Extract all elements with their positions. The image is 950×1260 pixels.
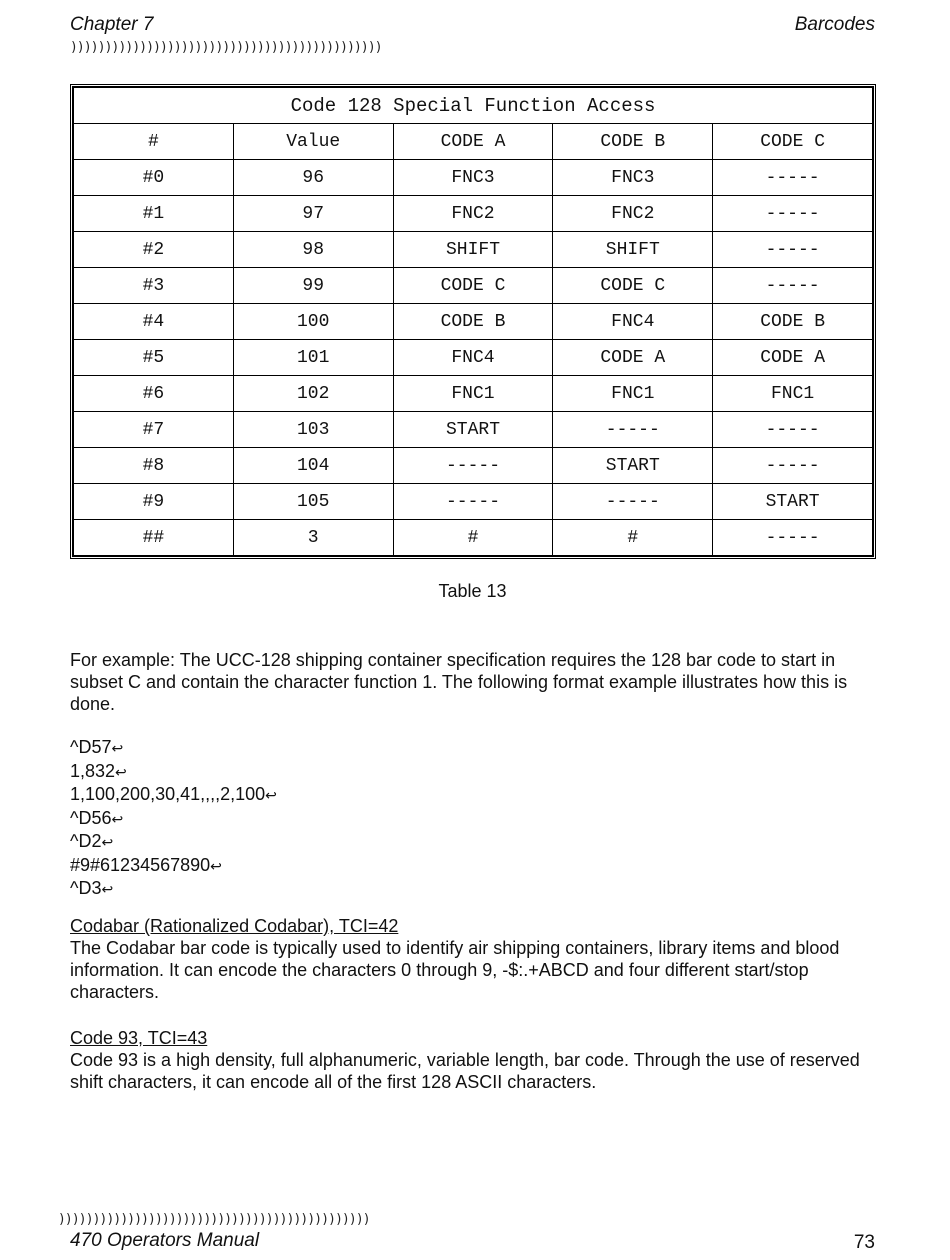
- table-cell: #: [393, 520, 553, 556]
- column-header: #: [74, 124, 234, 160]
- table-cell: CODE B: [393, 304, 553, 340]
- table-cell: FNC1: [713, 376, 873, 412]
- section-body: The Codabar bar code is typically used to identify air shipping containers, library items and blood information. It can encode the characters 0 through 9, -$:.+ABCD and four different start/stop characters.: [70, 938, 840, 1002]
- code-line-text: #9#61234567890: [70, 854, 211, 875]
- code-line: [70, 877, 277, 901]
- table-cell: ##: [74, 520, 234, 556]
- table-row: [74, 232, 873, 268]
- code93-section: [70, 1027, 880, 1093]
- page-number: 73: [853, 1232, 875, 1253]
- table-cell: -----: [713, 232, 873, 268]
- spec-table: [73, 87, 873, 556]
- table-cell: CODE C: [553, 268, 713, 304]
- return-arrow-icon: ↩: [111, 740, 124, 756]
- column-header: CODE B: [553, 124, 713, 160]
- return-arrow-icon: ↩: [111, 810, 124, 827]
- chapter-header: Chapter 7: [70, 14, 154, 35]
- table-cell: #: [553, 520, 713, 556]
- code128-function-table: [70, 84, 876, 559]
- table-cell: 104: [233, 448, 393, 484]
- table-cell: -----: [713, 520, 873, 556]
- table-cell: #1: [74, 196, 234, 232]
- format-example-lines: [70, 736, 277, 901]
- code-line-text: ^D3: [70, 878, 102, 898]
- table-cell: CODE A: [553, 340, 713, 376]
- footer-ornament-rule: ))))))))))))))))))))))))))))))))))))))))))))): [58, 1212, 370, 1227]
- table-cell: -----: [393, 484, 553, 520]
- table-cell: CODE A: [713, 340, 873, 376]
- section-body: Code 93 is a high density, full alphanumeric, variable length, bar code. Through the use of reserved shift characters, it can encode all of the first 128 ASCII characters.: [70, 1050, 860, 1092]
- return-arrow-icon: ↩: [265, 787, 277, 803]
- codabar-section: [70, 915, 880, 1003]
- table-cell: #8: [74, 448, 234, 484]
- table-row: [74, 448, 873, 484]
- table-cell: #2: [74, 232, 234, 268]
- table-cell: START: [553, 448, 713, 484]
- table-row: [74, 268, 873, 304]
- code-line: [70, 830, 277, 854]
- table-cell: 102: [233, 376, 393, 412]
- table-row: [74, 160, 873, 196]
- table-cell: START: [713, 484, 873, 520]
- table-title: Code 128 Special Function Access: [74, 88, 873, 124]
- section-title: Codabar (Rationalized Codabar), TCI=42: [70, 916, 399, 936]
- code-line: [70, 760, 277, 784]
- table-cell: #5: [74, 340, 234, 376]
- table-cell: SHIFT: [393, 232, 553, 268]
- table-cell: #6: [74, 376, 234, 412]
- table-cell: FNC2: [393, 196, 553, 232]
- table-cell: CODE C: [393, 268, 553, 304]
- table-title-row: [74, 88, 873, 124]
- table-cell: SHIFT: [553, 232, 713, 268]
- table-cell: #9: [74, 484, 234, 520]
- table-cell: #0: [74, 160, 234, 196]
- code-line: [70, 783, 277, 807]
- table-header-row: [74, 124, 873, 160]
- table-cell: 3: [233, 520, 393, 556]
- table-cell: -----: [713, 448, 873, 484]
- example-paragraph: For example: The UCC-128 shipping container specification requires the 128 bar code to start in subset C and contain the character function 1. The following format example illustrates how this is done.: [70, 650, 848, 714]
- table-cell: #7: [74, 412, 234, 448]
- table-cell: 103: [233, 412, 393, 448]
- table-cell: FNC3: [393, 160, 553, 196]
- table-cell: 101: [233, 340, 393, 376]
- table-row: [74, 412, 873, 448]
- table-cell: 99: [233, 268, 393, 304]
- code-line-text: 1,832: [70, 760, 116, 781]
- table-cell: 100: [233, 304, 393, 340]
- table-cell: 97: [233, 196, 393, 232]
- table-cell: FNC3: [553, 160, 713, 196]
- table-cell: -----: [713, 412, 873, 448]
- column-header: CODE A: [393, 124, 553, 160]
- table-row: [74, 304, 873, 340]
- code-line: [70, 807, 277, 831]
- table-cell: #3: [74, 268, 234, 304]
- table-cell: START: [393, 412, 553, 448]
- table-cell: FNC1: [553, 376, 713, 412]
- section-header: Barcodes: [794, 14, 875, 35]
- return-arrow-icon: ↩: [210, 857, 222, 874]
- table-cell: -----: [713, 160, 873, 196]
- table-cell: FNC1: [393, 376, 553, 412]
- column-header: Value: [233, 124, 393, 160]
- table-row: [74, 340, 873, 376]
- table-caption: Table 13: [438, 581, 507, 601]
- table-cell: -----: [553, 484, 713, 520]
- return-arrow-icon: ↩: [101, 834, 114, 850]
- code-line-text: ^D57: [70, 737, 112, 757]
- table-cell: -----: [713, 268, 873, 304]
- section-title: Code 93, TCI=43: [70, 1028, 208, 1048]
- table-row: [74, 376, 873, 412]
- table-cell: FNC4: [553, 304, 713, 340]
- table-row: [74, 520, 873, 556]
- table-cell: 96: [233, 160, 393, 196]
- column-header: CODE C: [713, 124, 873, 160]
- table-row: [74, 484, 873, 520]
- code-line: [70, 854, 277, 878]
- code-line-text: 1,100,200,30,41,,,,2,100: [70, 784, 266, 804]
- table-cell: -----: [713, 196, 873, 232]
- table-row: [74, 196, 873, 232]
- manual-title: 470 Operators Manual: [70, 1230, 260, 1251]
- table-cell: -----: [553, 412, 713, 448]
- table-cell: 105: [233, 484, 393, 520]
- table-cell: -----: [393, 448, 553, 484]
- code-line: [70, 736, 277, 760]
- table-cell: FNC4: [393, 340, 553, 376]
- code-line-text: ^D56: [70, 807, 112, 828]
- table-cell: CODE B: [713, 304, 873, 340]
- code-line-text: ^D2: [70, 831, 102, 851]
- table-cell: FNC2: [553, 196, 713, 232]
- header-ornament-rule: ))))))))))))))))))))))))))))))))))))))))))))): [70, 40, 382, 55]
- return-arrow-icon: ↩: [115, 763, 127, 780]
- return-arrow-icon: ↩: [101, 881, 114, 897]
- table-cell: 98: [233, 232, 393, 268]
- table-cell: #4: [74, 304, 234, 340]
